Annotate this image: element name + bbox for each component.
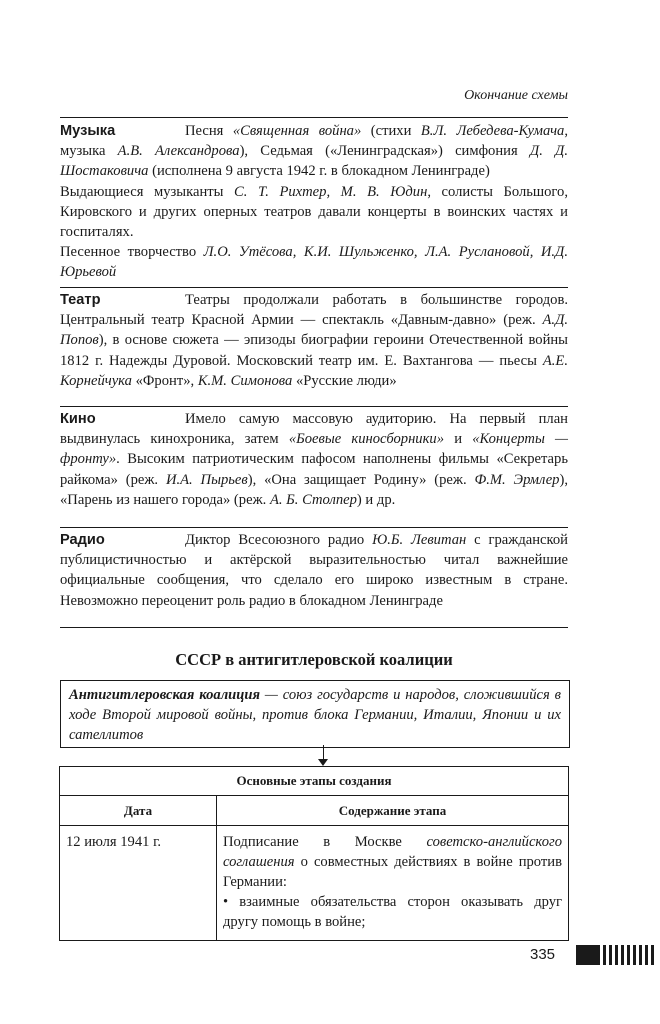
section-divider (60, 627, 568, 628)
page-edge-bars (576, 945, 656, 965)
column-header-content: Содержание этапа (217, 796, 569, 826)
section-theatre (60, 290, 568, 391)
bullet-text: взаимные обязательства сторон оказывать друг другу помощь в войне; (223, 894, 563, 930)
section-paragraph: Диктор Всесоюзного радио Ю.Б. Левитан с гражданской публицистичностью и актёрской выразительностью читал важнейшие официальные сообщения, что сделало его широко известным в стране. Невозможно переоценит роль радио в блокадном Ленинграде (60, 532, 568, 609)
section-paragraph: Имело самую массовую аудиторию. На первый план выдвинулась кинохроника, затем «Боевые киносборники» и «Концерты — фронту». Высоким патриотическим пафосом наполнены фильмы «Секретарь райкома» (реж. И.А. Пырьев), «Она защищает Родину» (реж. Ф.М. Эрмлер), «Парень из нашего города» (реж. А. Б. Столпер) и др. (60, 411, 568, 508)
stage-description: Подписание в Москве советско-английского соглашения о совместных действиях в войне против Германии: (223, 834, 562, 890)
section-divider (60, 406, 568, 407)
stage-content (217, 826, 569, 941)
section-divider (60, 117, 568, 118)
section-divider (60, 527, 568, 528)
stages-table (59, 766, 569, 941)
section-divider (60, 287, 568, 288)
definition-term: Антигитлеровская коалиция (69, 687, 261, 703)
table-row (60, 826, 569, 941)
table-title: Основные этапы создания (60, 767, 569, 796)
running-head: Окончание схемы (464, 88, 568, 103)
section-label: Театр (60, 292, 101, 308)
section-radio (60, 530, 568, 611)
section-music (60, 121, 568, 283)
bullet-icon: • (223, 894, 229, 910)
chapter-heading: СССР в антигитлеровской коалиции (175, 650, 453, 669)
section-label: Музыка (60, 123, 116, 139)
section-label: Радио (60, 532, 105, 548)
section-paragraph: Театры продолжали работать в большинстве городов. Центральный театр Красной Армии — спектакль «Давным-давно» (реж. А.Д. Попов), в основе сюжета — эпизоды биографии героини Отечественной войны 1812 г. Надежды Дуровой. Московский театр им. Е. Вахтангова — пьесы А.Е. Корнейчука «Фронт», К.М. Симонова «Русские люди» (60, 292, 568, 389)
arrow-down-icon (318, 759, 328, 766)
definition-box (60, 680, 570, 748)
section-cinema (60, 409, 568, 510)
stage-bullet (223, 892, 562, 932)
section-paragraph: Песенное творчество Л.О. Утёсова, К.И. Шульженко, Л.А. Руслановой, И.Д. Юрьевой (60, 244, 568, 281)
section-paragraph: Песня «Священная война» (стихи В.Л. Лебедева-Кумача, музыка А.В. Александрова), Седьмая («Ленинградская») симфония Д. Д. Шостаковича (исполнена 9 августа 1942 г. в блокадном Ленинграде) (60, 123, 569, 180)
page-number: 335 (530, 946, 556, 963)
section-paragraph: Выдающиеся музыканты С. Т. Рихтер, М. В. Юдин, солисты Большого, Кировского и других оперных театров давали концерты в воинских частях и госпиталях. (60, 183, 568, 241)
definition-text: — союз государств и народов, сложившийся в ходе Второй мировой войны, против блока Германии, Италии, Японии и их сателлитов (69, 687, 561, 743)
stage-date: 12 июля 1941 г. (60, 826, 217, 941)
section-label: Кино (60, 411, 96, 427)
column-header-date: Дата (60, 796, 217, 826)
